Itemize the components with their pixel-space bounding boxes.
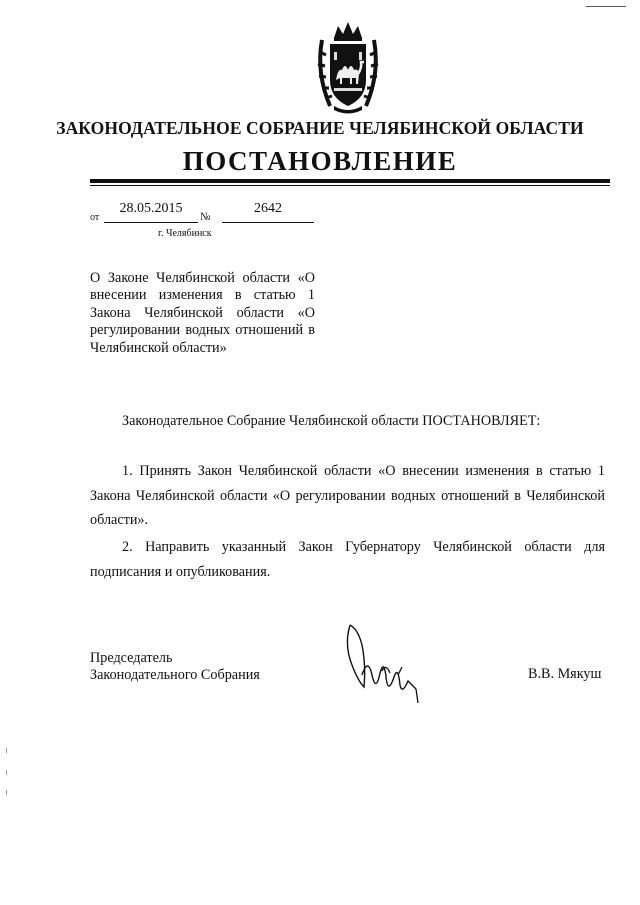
scan-edge-line bbox=[586, 6, 626, 7]
organization-heading: ЗАКОНОДАТЕЛЬНОЕ СОБРАНИЕ ЧЕЛЯБИНСКОЙ ОБЛАСТИ bbox=[56, 118, 584, 138]
signatory-title-line-2: Законодательного Собрания bbox=[90, 667, 260, 683]
document-type-title: ПОСТАНОВЛЕНИЕ bbox=[182, 146, 458, 176]
number-underline bbox=[222, 222, 314, 223]
scan-edge-mark bbox=[6, 790, 7, 795]
city-label: г. Челябинск bbox=[158, 228, 212, 239]
scan-edge-mark bbox=[6, 748, 7, 753]
signatory-title bbox=[90, 650, 260, 684]
date-prefix-label: от bbox=[90, 212, 100, 223]
coat-of-arms-icon bbox=[312, 18, 384, 118]
date-underline bbox=[104, 222, 198, 223]
header-rule-thick bbox=[90, 179, 610, 183]
preamble-text: Законодательное Собрание Челябинской области ПОСТАНОВЛЯЕТ: bbox=[122, 413, 541, 429]
scan-edge-mark bbox=[6, 770, 7, 775]
resolution-point-1: 1. Принять Закон Челябинской области «О внесении изменения в статью 1 Закона Челябинской области «О регулировании водных отношений в Челябинской области». bbox=[90, 463, 605, 528]
document-date: 28.05.2015 bbox=[119, 201, 183, 216]
number-sign-label: № bbox=[200, 211, 211, 223]
document-number: 2642 bbox=[254, 201, 282, 216]
resolution-point-2: 2. Направить указанный Закон Губернатору Челябинской области для подписания и опубликования. bbox=[90, 539, 605, 580]
handwritten-signature-icon bbox=[336, 615, 432, 711]
signatory-title-line-1: Председатель bbox=[90, 650, 173, 666]
signatory-name: В.В. Мякуш bbox=[528, 666, 602, 682]
document-subject: О Законе Челябинской области «О внесении изменения в статью 1 Закона Челябинской области «О регулировании водных отношений в Челябинской области» bbox=[90, 270, 315, 356]
header-rule-thin bbox=[90, 185, 610, 186]
